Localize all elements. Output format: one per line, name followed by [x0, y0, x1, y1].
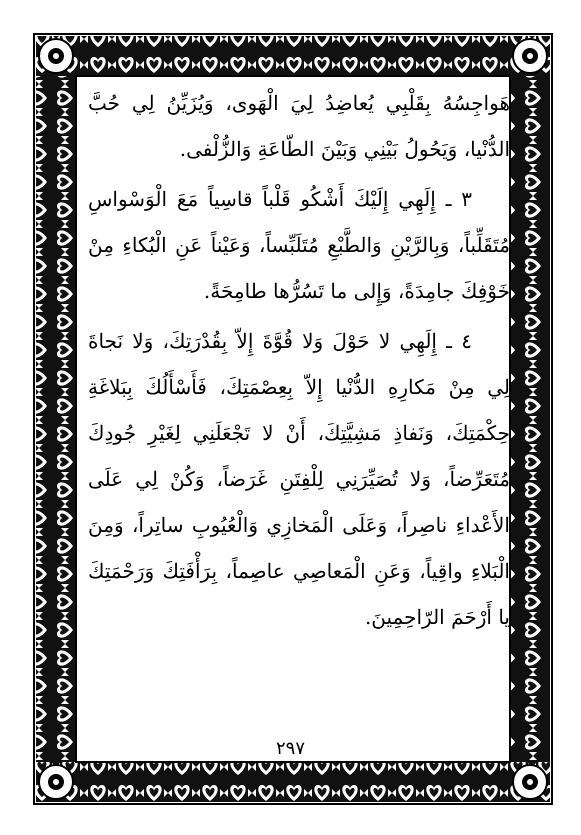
page-number: ٢٩٧	[275, 738, 305, 759]
corner-rosette-icon	[513, 39, 547, 73]
paragraph-4: ٤ ـ إِلَهِي لا حَوْلَ وَلا قُوَّةَ إِلاّ بِقُدْرَتِكَ، وَلا نَجاةَ لِي مِنْ مَكارِهِ الدُّنْيا إِلاّ بِعِصْمَتِكَ، فَأَسْأَلُكَ بِبَلاغَةِ حِكْمَتِكَ، وَنَفاذِ مَشِيَّتِكَ، أَنْ لا تَجْعَلَنِي لِغَيْرِ جُودِكَ مُتَعَرِّضاً، وَلا تُصَيِّرَنِي لِلْفِتَنِ غَرَضاً، وَكُنْ لِي عَلَى الأَعْداءِ ناصِراً، وَعَلَى الْمَخازِي وَالْعُيُوبِ ساتِراً، وَمِنَ الْبَلاءِ واقِياً، وَعَنِ الْمَعاصِي عاصِماً، بِرَأْفَتِكَ وَرَحْمَتِكَ يا أَرْحَمَ الرّاحِمِينَ.	[88, 329, 510, 629]
paragraph-3: ٣ ـ إِلَهِي إِلَيْكَ أَشْكُو قَلْباً قاسِياً مَعَ الْوَسْواسِ مُتَقَلِّباً، وَبِالرَّيْنِ وَالطَّبْعِ مُتَلَبِّساً، وَعَيْناً عَنِ الْبُكاءِ مِنْ خَوْفِكَ جامِدَةً، وَإِلى ما تَسُرُّها طامِحَةً.	[88, 187, 510, 303]
corner-rosette-icon	[39, 765, 73, 799]
prayer-text	[88, 80, 510, 720]
paragraph-continuation: هَواجِسُهُ بِقَلْبِي يُعاضِدُ لِيَ الْهَوى، وَيُزَيِّنُ لِي حُبَّ الدُّنْيا، وَيَحُولُ بَيْنِي وَبَيْنَ الطّاعَةِ وَالزُّلْفى.	[88, 91, 510, 161]
corner-rosette-icon	[39, 39, 73, 73]
corner-rosette-icon	[513, 765, 547, 799]
